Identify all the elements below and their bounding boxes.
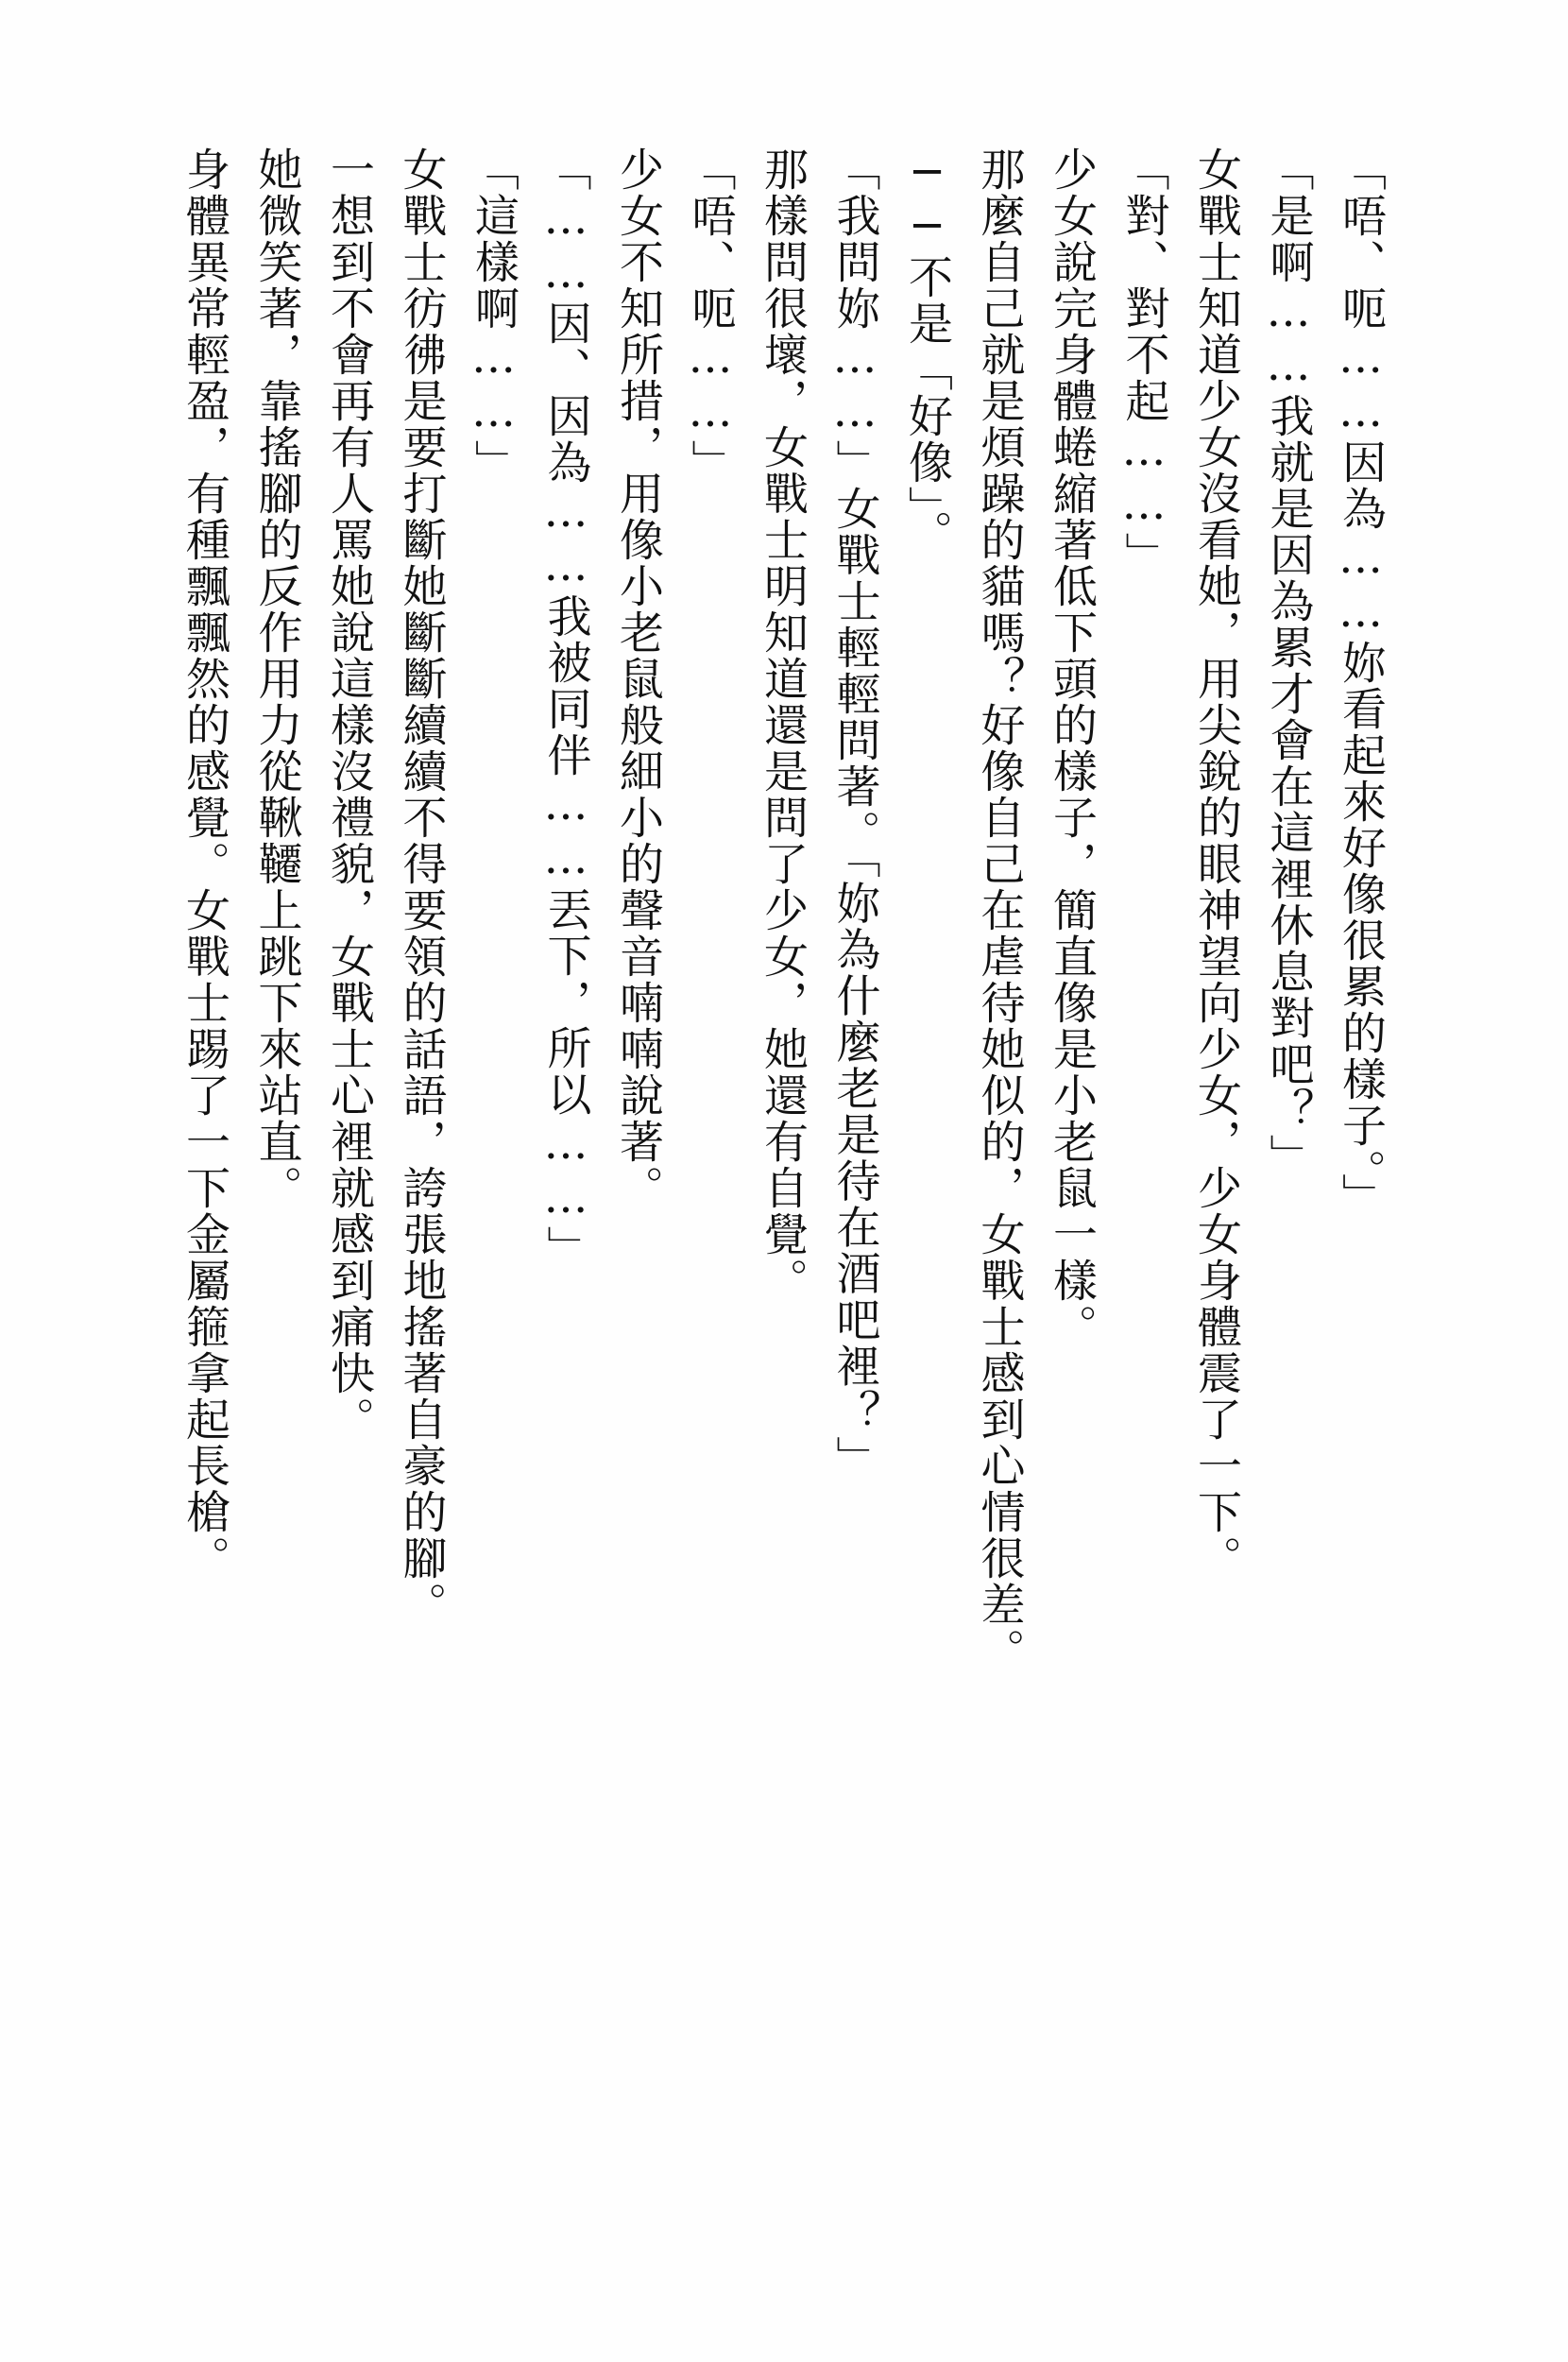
text-line: 「唔、呃……因為……妳看起來好像很累的樣子。」 — [1335, 146, 1387, 1220]
text-line: 少女說完身體蜷縮著低下頭的樣子，簡直像是小老鼠一樣。 — [1046, 146, 1098, 1350]
text-line: 身體異常輕盈，有種飄飄然的感覺。女戰士踢了一下金屬箍拿起長槍。 — [179, 146, 230, 1582]
text-line: 「是啊……我就是因為累才會在這裡休息對吧？」 — [1262, 146, 1315, 1180]
text-line: 那樣問很壞，女戰士明知道還是問了少女，她還有自覺。 — [757, 146, 809, 1304]
text-line: 「對、對不起……」 — [1117, 146, 1170, 578]
text-line: 那麼自己就是煩躁的貓嗎？好像自己在虐待她似的，女戰士感到心情很差。 — [973, 146, 1026, 1674]
text-line: 一想到不會再有人罵她說這樣沒禮貌，女戰士心裡就感到痛快。 — [323, 146, 375, 1443]
text-line: 「這樣啊……」 — [468, 146, 520, 486]
text-line: 女戰士彷彿是要打斷她斷斷續續不得要領的話語，誇張地搖著自豪的腳。 — [395, 146, 448, 1628]
text-line: 「……因、因為……我被同伴……丟下，所以……」 — [539, 146, 592, 1272]
text-line: 女戰士知道少女沒看她，用尖銳的眼神望向少女，少女身體震了一下。 — [1190, 146, 1242, 1582]
text-line: 「唔、呃……」 — [684, 146, 737, 486]
text-line: 她微笑著，靠搖腳的反作用力從鞦韆上跳下來站直。 — [250, 146, 303, 1211]
text-line: 少女不知所措，用像小老鼠般細小的聲音喃喃說著。 — [612, 146, 664, 1211]
text-line: ──不是「好像」。 — [901, 146, 953, 556]
text-line: 「我問妳……」女戰士輕輕問著。「妳為什麼老是待在酒吧裡？」 — [828, 146, 881, 1482]
vertical-text-body — [168, 146, 1397, 1677]
